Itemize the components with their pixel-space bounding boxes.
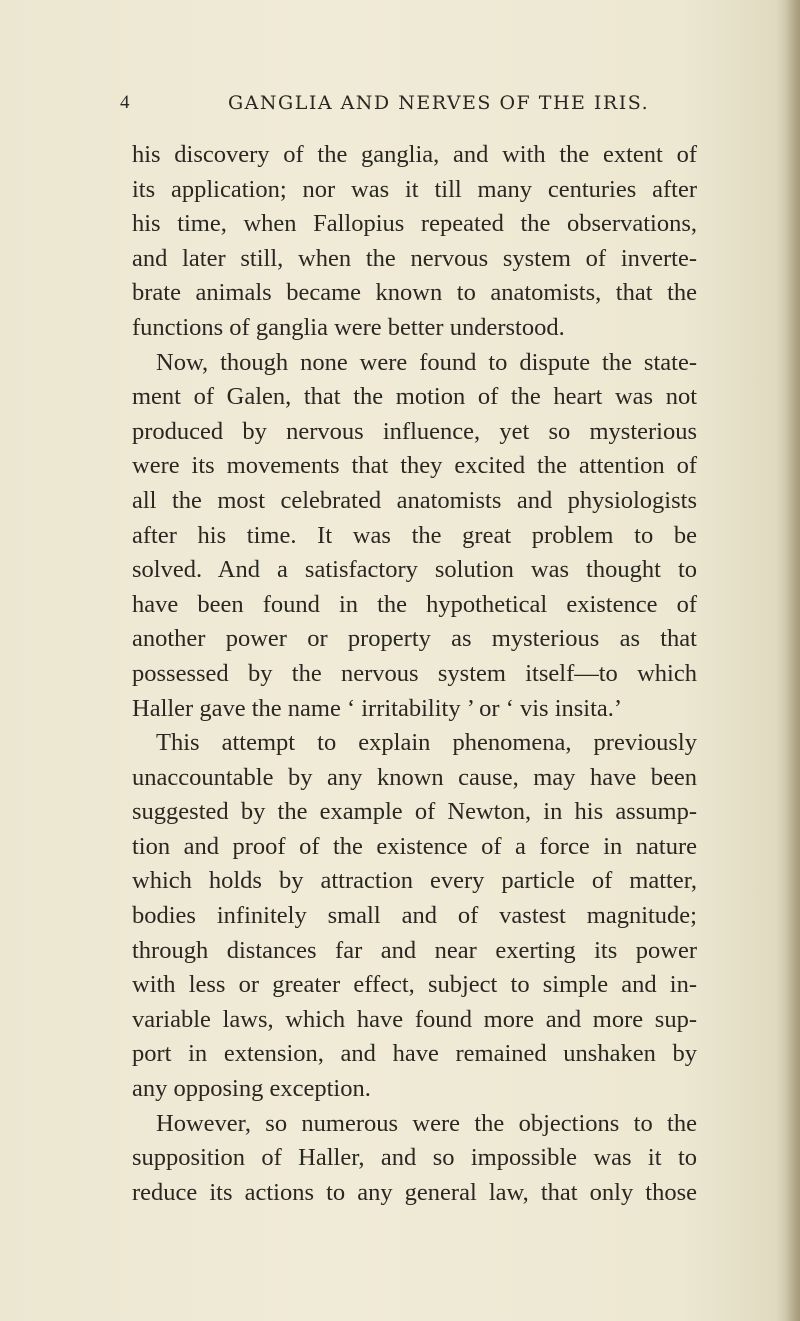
- text-line: have been found in the hypothetical existence of: [132, 590, 697, 618]
- text-line: were its movements that they excited the attention of: [132, 452, 697, 480]
- text-line: reduce its actions to any general law, that only those: [132, 1178, 697, 1206]
- text-line: supposition of Haller, and so impossible was it to: [132, 1144, 697, 1172]
- text-line: through distances far and near exerting its power: [132, 936, 697, 964]
- text-line: which holds by attraction every particle of matter,: [132, 867, 697, 895]
- text-line: suggested by the example of Newton, in his assump-: [132, 798, 697, 826]
- text-line: functions of ganglia were better understood.: [132, 313, 565, 341]
- text-line: unaccountable by any known cause, may have been: [132, 763, 697, 791]
- text-line: variable laws, which have found more and more sup-: [132, 1005, 697, 1033]
- text-line: ment of Galen, that the motion of the heart was not: [132, 383, 697, 411]
- page-edge-shadow: [786, 0, 800, 1321]
- text-line: its application; nor was it till many centuries after: [132, 175, 697, 203]
- text-line: all the most celebrated anatomists and physiologists: [132, 486, 697, 514]
- text-line: bodies infinitely small and of vastest magnitude;: [132, 902, 697, 930]
- text-line: another power or property as mysterious as that: [132, 625, 697, 653]
- body-text: [132, 138, 697, 1210]
- paragraph-start: This attempt to explain phenomena, previously: [156, 729, 697, 757]
- page-number: 4: [120, 92, 131, 113]
- text-line: his time, when Fallopius repeated the observations,: [132, 210, 697, 238]
- text-line: port in extension, and have remained unshaken by: [132, 1040, 697, 1068]
- running-head: [120, 92, 720, 120]
- text-line: solved. And a satisfactory solution was thought to: [132, 556, 697, 584]
- text-line: with less or greater effect, subject to simple and in-: [132, 971, 697, 999]
- text-line: Haller gave the name ‘ irritability ’ or ‘ vis insita.’: [132, 694, 623, 722]
- text-line: brate animals became known to anatomists, that the: [132, 279, 697, 307]
- text-line: any opposing exception.: [132, 1075, 371, 1103]
- text-line: and later still, when the nervous system of inverte-: [132, 244, 697, 272]
- paragraph-start: However, so numerous were the objections to the: [156, 1109, 697, 1137]
- text-line: after his time. It was the great problem to be: [132, 521, 697, 549]
- text-line: possessed by the nervous system itself—to which: [132, 659, 697, 687]
- running-title: GANGLIA AND NERVES OF THE IRIS.: [228, 92, 650, 114]
- text-line: produced by nervous influence, yet so mysterious: [132, 417, 697, 445]
- text-line: tion and proof of the existence of a force in nature: [132, 832, 697, 860]
- text-line: his discovery of the ganglia, and with the extent of: [132, 141, 697, 168]
- paragraph-start: Now, though none were found to dispute the state-: [156, 348, 697, 376]
